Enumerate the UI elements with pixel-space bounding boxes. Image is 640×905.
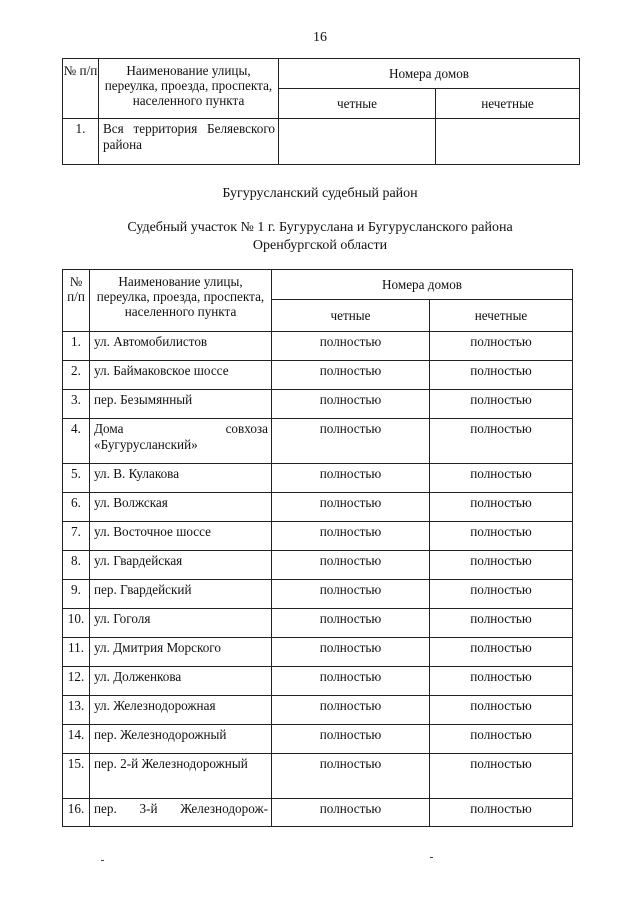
table-row — [63, 609, 573, 638]
table-row — [63, 332, 573, 361]
header-odd: нечетные — [430, 300, 573, 332]
header-even: четные — [272, 300, 430, 332]
header-odd: нечетные — [436, 89, 580, 119]
row-name: ул. Баймаковское шоссе — [90, 361, 272, 390]
header-houses: Номера домов — [272, 270, 573, 300]
table-row — [63, 464, 573, 493]
table-row — [63, 696, 573, 725]
row-even: полностью — [272, 419, 430, 464]
row-odd: полностью — [430, 638, 573, 667]
table-row — [63, 799, 573, 827]
scan-mark — [101, 860, 104, 861]
table-row — [63, 522, 573, 551]
row-name: ул. В. Кулакова — [90, 464, 272, 493]
row-even: полностью — [272, 390, 430, 419]
row-even: полностью — [272, 725, 430, 754]
table-row — [63, 667, 573, 696]
row-odd — [436, 119, 580, 165]
row-name: ул. Волжская — [90, 493, 272, 522]
row-even: полностью — [272, 667, 430, 696]
section-title: Судебный участок № 1 г. Бугуруслана и Бугурусланского района Оренбургской области — [127, 220, 513, 253]
table-row — [63, 638, 573, 667]
row-name: ул. Автомобилистов — [90, 332, 272, 361]
row-odd: полностью — [430, 580, 573, 609]
row-even: полностью — [272, 464, 430, 493]
page-number: 16 — [313, 30, 327, 45]
row-num: 5. — [63, 464, 90, 493]
row-name: ул. Гоголя — [90, 609, 272, 638]
row-even: полностью — [272, 580, 430, 609]
row-name: пер. Железнодорожный — [90, 725, 272, 754]
row-name: ул. Гвардейская — [90, 551, 272, 580]
row-num: 4. — [63, 419, 90, 464]
row-num: 1. — [63, 332, 90, 361]
row-name: пер. Безымянный — [90, 390, 272, 419]
header-num: № п/п — [63, 270, 90, 332]
table-row — [63, 580, 573, 609]
row-name: ул. Восточное шоссе — [90, 522, 272, 551]
table-row — [63, 493, 573, 522]
row-num: 13. — [63, 696, 90, 725]
row-odd: полностью — [430, 551, 573, 580]
row-odd: полностью — [430, 332, 573, 361]
row-name: Дома совхоза «Бугурусланский» — [90, 419, 272, 464]
row-num: 1. — [63, 119, 99, 165]
row-num: 16. — [63, 799, 90, 827]
row-even: полностью — [272, 696, 430, 725]
table-row — [63, 551, 573, 580]
row-num: 9. — [63, 580, 90, 609]
row-even: полностью — [272, 332, 430, 361]
row-name: ул. Железнодорожная — [90, 696, 272, 725]
row-even: полностью — [272, 551, 430, 580]
row-name: пер. Гвардейский — [90, 580, 272, 609]
table-row — [63, 725, 573, 754]
row-odd: полностью — [430, 361, 573, 390]
header-num: № п/п — [63, 59, 99, 119]
row-odd: полностью — [430, 799, 573, 827]
table-row — [63, 361, 573, 390]
row-even: полностью — [272, 522, 430, 551]
row-num: 14. — [63, 725, 90, 754]
row-name: Вся территория Беляевского района — [99, 119, 279, 165]
row-num: 2. — [63, 361, 90, 390]
row-odd: полностью — [430, 493, 573, 522]
row-odd: полностью — [430, 609, 573, 638]
row-name: ул. Долженкова — [90, 667, 272, 696]
row-name: пер. 2-й Железнодорожный — [90, 754, 272, 799]
table-row — [63, 754, 573, 799]
row-even: полностью — [272, 361, 430, 390]
row-even: полностью — [272, 493, 430, 522]
row-num: 11. — [63, 638, 90, 667]
row-even: полностью — [272, 799, 430, 827]
row-even: полностью — [272, 754, 430, 799]
row-name: ул. Дмитрия Морского — [90, 638, 272, 667]
row-odd: полностью — [430, 725, 573, 754]
header-name: Наименование улицы, переулка, проезда, проспекта, населенного пункта — [90, 270, 272, 332]
row-even — [279, 119, 436, 165]
row-num: 12. — [63, 667, 90, 696]
row-odd: полностью — [430, 696, 573, 725]
scan-mark — [430, 857, 433, 858]
row-odd: полностью — [430, 419, 573, 464]
row-odd: полностью — [430, 390, 573, 419]
row-odd: полностью — [430, 522, 573, 551]
header-even: четные — [279, 89, 436, 119]
row-num: 3. — [63, 390, 90, 419]
table-2 — [62, 269, 573, 827]
header-houses: Номера домов — [279, 59, 580, 89]
table-row — [63, 119, 580, 165]
row-even: полностью — [272, 609, 430, 638]
row-odd: полностью — [430, 754, 573, 799]
table-row — [63, 390, 573, 419]
row-even: полностью — [272, 638, 430, 667]
row-num: 7. — [63, 522, 90, 551]
header-name: Наименование улицы, переулка, проезда, проспекта, населенного пункта — [99, 59, 279, 119]
row-odd: полностью — [430, 464, 573, 493]
row-num: 10. — [63, 609, 90, 638]
row-num: 15. — [63, 754, 90, 799]
table-row — [63, 419, 573, 464]
row-num: 8. — [63, 551, 90, 580]
table-1 — [62, 58, 580, 165]
row-num: 6. — [63, 493, 90, 522]
row-odd: полностью — [430, 667, 573, 696]
row-name: пер. 3-й Железнодорож- — [90, 799, 272, 827]
district-title: Бугурусланский судебный район — [222, 186, 418, 201]
